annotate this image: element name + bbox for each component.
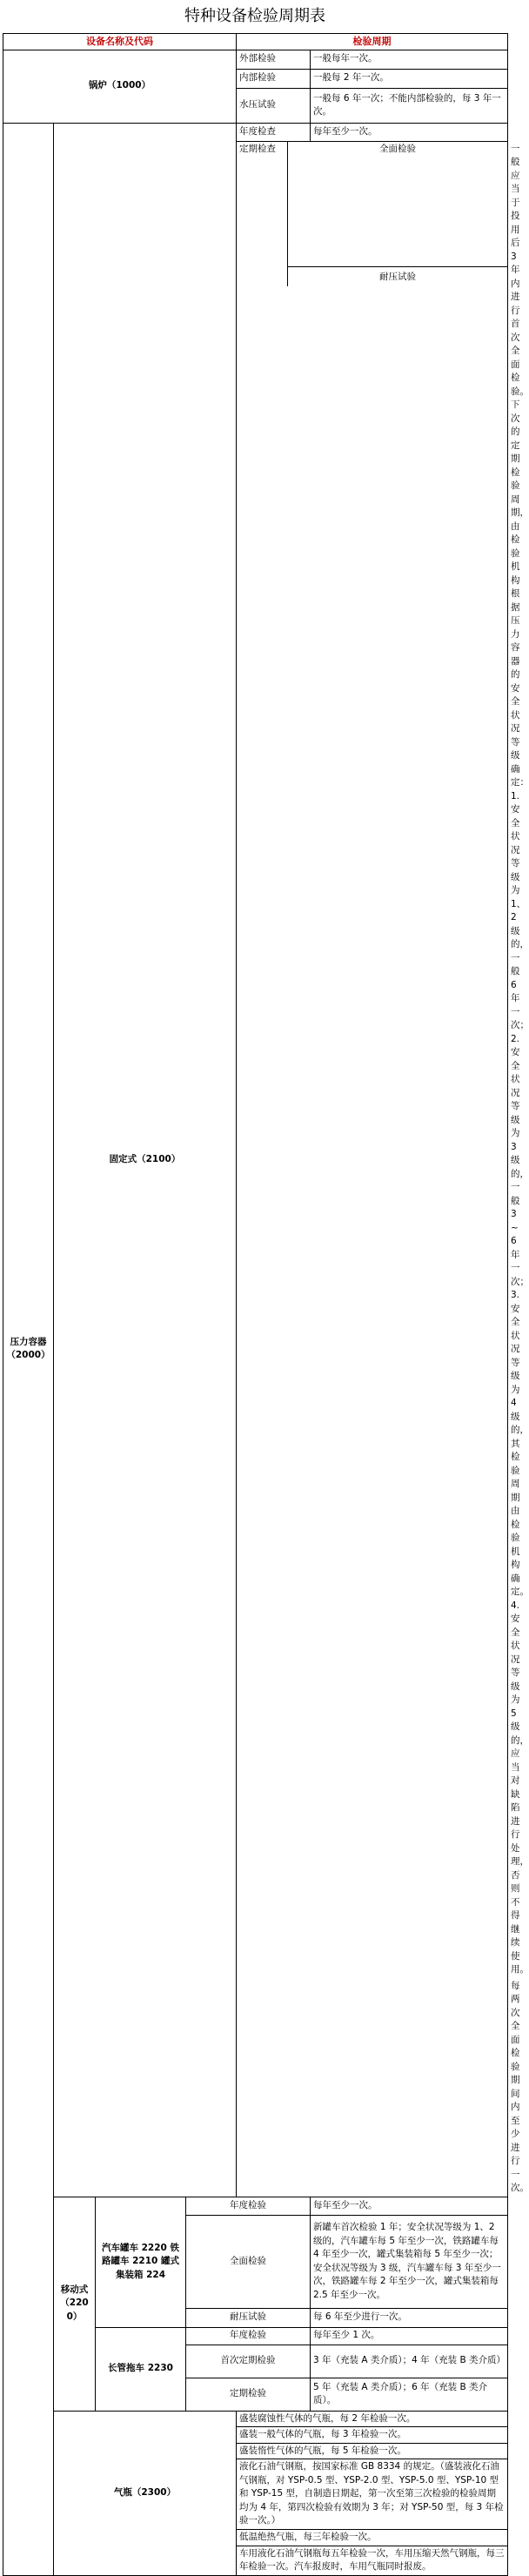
cylinder-rule: 车用液化石油气钢瓶每五年检验一次，车用压缩天然气钢瓶，每三年检验一次。汽车报废时，车用气瓶同时报废。 [237,2546,508,2575]
table-row [3,2197,508,2215]
tube-item: 首次定期检验 [186,2345,311,2378]
tube-period: 5 年（充装 A 类介质）；6 年（充装 B 类介质）。 [311,2378,508,2411]
fixed-annual-item: 年度检查 [237,123,311,141]
table-header-row [3,34,508,50]
cylinder-rule: 盛装一般气体的气瓶，每 3 年检验一次。 [237,2427,508,2444]
fixed-periodic-label: 定期检查 [237,142,288,286]
mobile-type-name: 移动式（2200） [54,2197,96,2411]
table-row [3,2411,508,2427]
fixed-type-name: 固定式（2100） [54,123,237,2197]
tube-period: 3 年（充装 A 类介质）；4 年（充装 B 类介质） [311,2345,508,2378]
pressure-vessel-name: 压力容器（2000） [3,123,54,2575]
cylinder-name: 气瓶（2300） [54,2411,237,2575]
tanker-item: 年度检验 [186,2197,311,2215]
fixed-pressure-test-item: 耐压试验 [288,266,507,286]
table-row [3,123,508,141]
cylinder-rule: 盛装惰性气体的气瓶，每 5 年检验一次。 [237,2443,508,2459]
boiler-period: 一般每 6 年一次；不能内部检验的，每 3 年一次。 [311,88,508,123]
boiler-period: 一般每 2 年一次。 [311,69,508,88]
fixed-periodic-cell [237,141,508,2197]
table-row: 每两次全面检验期间内至少进行一次。 [511,1980,529,2193]
page-title: 特种设备检验周期表 [184,7,325,25]
boiler-item: 内部检验 [237,69,311,88]
tube-item: 定期检验 [186,2378,311,2411]
cylinder-rule: 液化石油气钢瓶，按国家标准 GB 8334 的规定。（盛装液化石油气钢瓶，对 YSP-0.5 型、YSP-2.0 型、YSP-5.0 型、YSP-10 型和 YSP-15 型，自制造日期起，第一次至第三次检验的检验周期均为 4 年，第四次检验有效期为 3 年；对 YSP-50 型，每 3 年检验一次。） [237,2459,508,2530]
tanker-period: 新罐车首次检验 1 年；安全状况等级为 1、2 级的，汽车罐车每 5 年至少一次，铁路罐车每 4 年至少一次，罐式集装箱每 5 年至少一次；安全状况等级为 3 级，汽车罐车每 3 年至少一次，铁路罐车每 2 年至少一次，罐式集装箱每 2.5 年至少一次。 [311,2215,508,2308]
fixed-full-item: 全面检验 [379,143,416,154]
tanker-item: 耐压试验 [186,2308,311,2327]
boiler-item: 水压试验 [237,88,311,123]
tube-period: 每年至少 1 次。 [311,2327,508,2345]
table-row [3,50,508,69]
cylinder-rule: 低温绝热气瓶，每三年检验一次。 [237,2529,508,2546]
header-equipment: 设备名称及代码 [3,34,237,50]
table-row: 定期检查 全面检验 耐压试验 一般应当于投用后 3 年内进行首次全面检验。下次的定期检验周期，由检验机构根据压力容器的安全状况等级确定：1.安全状况等级为 1、2 级的，一般 6 年一次；2.安全状况等级为 3 级的，一般 3~6 年一次；3.安全状况等级为 4 级的，其检验周期由检验机构确定。4.安全状况等级为 5 级的，应当对缺陷进行处理，否则不得继续使用。 [3,141,508,1978]
tube-item: 年度检验 [186,2327,311,2345]
cylinder-rule: 盛装腐蚀性气体的气瓶，每 2 年检验一次。 [237,2411,508,2427]
tanker-period: 每 6 年至少进行一次。 [311,2308,508,2327]
inspection-table [3,33,529,2576]
boiler-name: 锅炉（1000） [3,50,237,123]
fixed-annual-period: 每年至少一次。 [311,123,508,141]
boiler-period: 一般每年一次。 [311,50,508,69]
tube-trailer-name: 长管拖车 2230 [96,2327,186,2411]
tanker-item: 全面检验 [186,2215,311,2308]
boiler-item: 外部检验 [237,50,311,69]
tanker-name: 汽车罐车 2220 铁路罐车 2210 罐式集装箱 224 [96,2197,186,2327]
header-period: 检验周期 [237,34,508,50]
tanker-period: 每年至少一次。 [311,2197,508,2215]
